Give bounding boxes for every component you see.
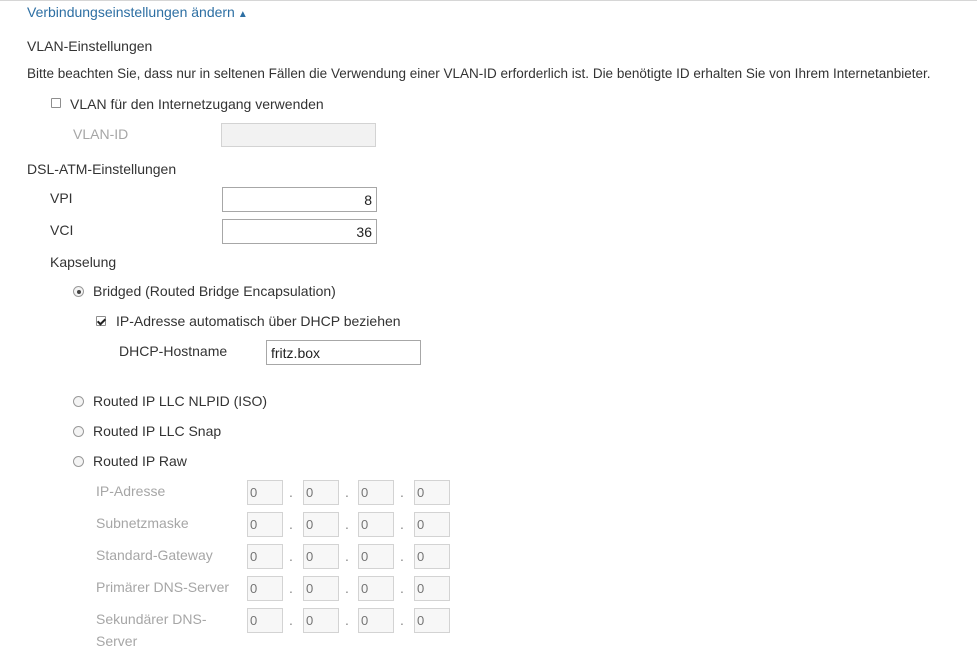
ip-address-octet[interactable]	[303, 480, 339, 505]
octet-separator: .	[289, 548, 293, 564]
octet-separator: .	[289, 580, 293, 596]
octet-separator: .	[400, 548, 404, 564]
nlpid-label[interactable]: Routed IP LLC NLPID (ISO)	[93, 393, 268, 409]
octet-separator: .	[400, 516, 404, 532]
collapse-arrow-icon: ▲	[237, 9, 248, 20]
change-connection-settings-label: Verbindungseinstellungen ändern	[27, 4, 235, 20]
vlan-notice: Bitte beachten Sie, dass nur in seltenen Fällen die Verwendung einer VLAN-ID erforderlich ist. Die benötigte ID erhalten Sie von Ihrem Internetanbieter.	[27, 66, 931, 81]
dhcp-hostname-input[interactable]	[266, 340, 421, 365]
octet-separator: .	[345, 484, 349, 500]
bridged-label[interactable]: Bridged (Routed Bridge Encapsulation)	[93, 283, 336, 299]
gateway-octet[interactable]	[247, 544, 283, 569]
vlan-id-input[interactable]	[221, 123, 376, 147]
secondary-dns-octet[interactable]	[414, 608, 450, 633]
ip-address-octet[interactable]	[358, 480, 394, 505]
subnet-mask-octet[interactable]	[414, 512, 450, 537]
gateway-label: Standard-Gateway	[96, 547, 213, 563]
top-divider	[0, 0, 977, 1]
octet-separator: .	[400, 484, 404, 500]
octet-separator: .	[400, 612, 404, 628]
dhcp-hostname-label: DHCP-Hostname	[119, 343, 228, 359]
vlan-id-label: VLAN-ID	[73, 126, 129, 142]
vlan-section-title: VLAN-Einstellungen	[27, 38, 153, 54]
primary-dns-label: Primärer DNS-Server	[96, 579, 230, 595]
ip-address-octet[interactable]	[247, 480, 283, 505]
vpi-input[interactable]	[222, 187, 377, 212]
vpi-label: VPI	[50, 190, 73, 206]
nlpid-radio[interactable]	[73, 396, 84, 407]
octet-separator: .	[289, 612, 293, 628]
secondary-dns-label-line2: Server	[96, 633, 138, 649]
gateway-octet[interactable]	[414, 544, 450, 569]
primary-dns-octet[interactable]	[358, 576, 394, 601]
raw-label[interactable]: Routed IP Raw	[93, 453, 187, 469]
primary-dns-octet[interactable]	[247, 576, 283, 601]
primary-dns-octet[interactable]	[414, 576, 450, 601]
octet-separator: .	[345, 548, 349, 564]
octet-separator: .	[345, 580, 349, 596]
use-vlan-checkbox[interactable]	[51, 98, 61, 108]
octet-separator: .	[289, 484, 293, 500]
raw-radio[interactable]	[73, 456, 84, 467]
snap-label[interactable]: Routed IP LLC Snap	[93, 423, 222, 439]
gateway-octet[interactable]	[303, 544, 339, 569]
secondary-dns-octet[interactable]	[358, 608, 394, 633]
octet-separator: .	[400, 580, 404, 596]
vci-label: VCI	[50, 222, 74, 238]
snap-radio[interactable]	[73, 426, 84, 437]
octet-separator: .	[345, 516, 349, 532]
subnet-mask-label: Subnetzmaske	[96, 515, 189, 531]
octet-separator: .	[345, 612, 349, 628]
secondary-dns-octet[interactable]	[247, 608, 283, 633]
gateway-octet[interactable]	[358, 544, 394, 569]
ip-address-label: IP-Adresse	[96, 483, 166, 499]
secondary-dns-label-line1: Sekundärer DNS-	[96, 611, 207, 627]
octet-separator: .	[289, 516, 293, 532]
bridged-radio[interactable]	[73, 286, 84, 297]
subnet-mask-octet[interactable]	[303, 512, 339, 537]
primary-dns-octet[interactable]	[303, 576, 339, 601]
dhcp-auto-checkbox[interactable]	[96, 316, 106, 326]
vci-input[interactable]	[222, 219, 377, 244]
dsl-atm-section-title: DSL-ATM-Einstellungen	[27, 161, 177, 177]
ip-address-octet[interactable]	[414, 480, 450, 505]
encapsulation-label: Kapselung	[50, 254, 117, 270]
use-vlan-label[interactable]: VLAN für den Internetzugang verwenden	[70, 96, 324, 112]
subnet-mask-octet[interactable]	[247, 512, 283, 537]
change-connection-settings-link[interactable]	[27, 4, 248, 20]
secondary-dns-octet[interactable]	[303, 608, 339, 633]
subnet-mask-octet[interactable]	[358, 512, 394, 537]
dhcp-auto-label[interactable]: IP-Adresse automatisch über DHCP beziehen	[116, 313, 401, 329]
